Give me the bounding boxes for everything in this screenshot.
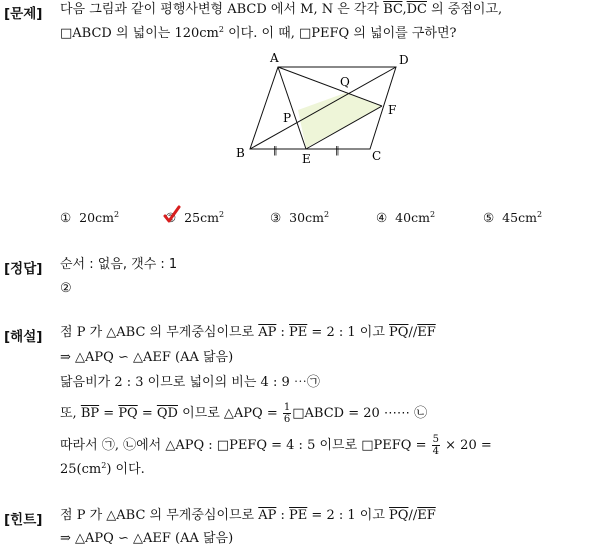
segment-ae: [278, 67, 306, 149]
segment-dc: $\overline{DC}$: [406, 2, 427, 17]
answer-line-1: 순서 : 없음, 갯수 : 1: [60, 257, 178, 272]
hint-label: [힌트]: [4, 512, 43, 528]
choice-4[interactable]: ④ $40cm^2$: [376, 210, 436, 225]
tick-mark-ec: ‖: [335, 146, 340, 156]
explanation-line-5: 따라서 ㉠, ㉡에서 △APQ : □PEFQ = 4 : 5 이므로 □PEFQ = $\frac{5}{4}$ × 20 =: [60, 434, 492, 457]
problem-line-1: 다음 그림과 같이 평행사변형 ABCD 에서 M, N 은 각각 $\overline{BC},\overline{DC}$ 의 중점이고,: [60, 2, 503, 17]
explanation-line-2: ⇒ △APQ ∽ △AEF (AA 닮음): [60, 350, 234, 365]
choice-5[interactable]: ⑤ $45cm^2$: [483, 210, 543, 225]
choice-3[interactable]: ③ $30cm^2$: [270, 210, 330, 225]
marker-nieun: ㉡: [414, 406, 428, 421]
point-label-p: P: [283, 111, 292, 125]
explanation-line-4: 또, $\overline{BP} = \overline{PQ} = \overline{QD}$ 이므로 △APQ = $\frac{1}{6}$ □ABCD = 20 ⋯⋯ ㉡: [60, 402, 428, 425]
tick-mark-be: ‖: [273, 146, 278, 156]
segment-bc: $\overline{BC}$: [383, 2, 403, 17]
point-label-q: Q: [340, 75, 350, 89]
vertex-label-c: C: [372, 149, 382, 163]
answer-label: [정답]: [4, 261, 43, 277]
hint-line-1: 점 P 가 △ABC 의 무게중심이므로 $\overline{AP}$ : $\overline{PE} = 2$ : 1 이고 $\overline{PQ}//\overline{EF}$: [60, 508, 436, 523]
hint-line-2: ⇒ △APQ ∽ △AEF (AA 닮음): [60, 531, 234, 546]
explanation-line-3: 닮음비가 2 : 3 이므로 넓이의 비는 4 : 9 ⋯㉠: [60, 375, 320, 390]
choice-1[interactable]: ① $20cm^2$: [60, 210, 120, 225]
answer-line-2: ②: [60, 281, 72, 296]
explanation-line-1: 점 P 가 △ABC 의 무게중심이므로 $\overline{AP}$ : $\overline{PE} = 2$ : 1 이고 $\overline{PQ}//\overline{EF}$: [60, 325, 436, 340]
explanation-label: [해설]: [4, 329, 43, 345]
problem-line-2: □ABCD 의 넓이는 $120cm^2$ 이다. 이 때, □PEFQ 의 넓이를 구하면?: [60, 25, 457, 41]
vertex-label-a: A: [270, 51, 279, 65]
fraction-five-quarters: $\frac{5}{4}$: [432, 434, 440, 457]
vertex-label-d: D: [399, 53, 409, 67]
vertex-label-b: B: [236, 146, 245, 160]
marker-giyeok: ㉠: [306, 375, 320, 390]
point-label-e: E: [302, 152, 311, 166]
choice-2[interactable]: ② $25cm^2$: [165, 210, 224, 225]
parallelogram-figure: [220, 48, 420, 173]
point-label-f: F: [388, 103, 397, 117]
fraction-one-sixth: $\frac{1}{6}$: [283, 402, 291, 425]
checkmark-icon: [163, 205, 181, 225]
explanation-line-6: $25(cm^2)$ 이다.: [60, 461, 145, 477]
problem-label: [문제]: [4, 6, 43, 22]
